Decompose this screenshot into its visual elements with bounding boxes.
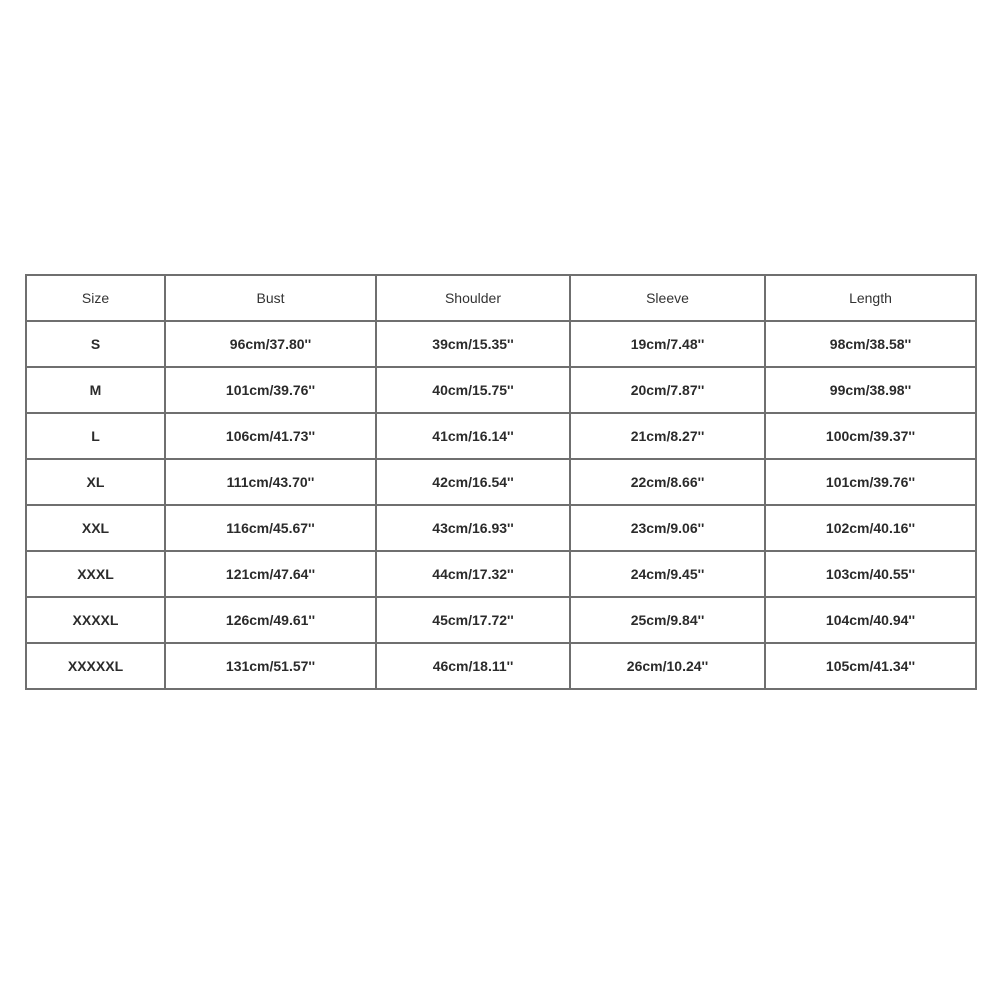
- header-shoulder: Shoulder: [376, 275, 570, 321]
- cell-size: XXL: [26, 505, 165, 551]
- cell-length: 100cm/39.37'': [765, 413, 976, 459]
- cell-shoulder: 46cm/18.11'': [376, 643, 570, 689]
- cell-shoulder: 39cm/15.35'': [376, 321, 570, 367]
- cell-size: XXXXL: [26, 597, 165, 643]
- cell-size: XL: [26, 459, 165, 505]
- cell-length: 101cm/39.76'': [765, 459, 976, 505]
- table-row: [26, 551, 976, 597]
- cell-shoulder: 44cm/17.32'': [376, 551, 570, 597]
- cell-shoulder: 43cm/16.93'': [376, 505, 570, 551]
- table-row: [26, 459, 976, 505]
- header-row: [26, 275, 976, 321]
- header-bust: Bust: [165, 275, 376, 321]
- cell-sleeve: 24cm/9.45'': [570, 551, 765, 597]
- cell-size: XXXXXL: [26, 643, 165, 689]
- cell-shoulder: 41cm/16.14'': [376, 413, 570, 459]
- cell-bust: 121cm/47.64'': [165, 551, 376, 597]
- cell-size: XXXL: [26, 551, 165, 597]
- cell-sleeve: 25cm/9.84'': [570, 597, 765, 643]
- cell-sleeve: 21cm/8.27'': [570, 413, 765, 459]
- cell-length: 98cm/38.58'': [765, 321, 976, 367]
- cell-size: M: [26, 367, 165, 413]
- size-chart-table: [25, 274, 977, 690]
- cell-shoulder: 40cm/15.75'': [376, 367, 570, 413]
- cell-sleeve: 23cm/9.06'': [570, 505, 765, 551]
- cell-length: 104cm/40.94'': [765, 597, 976, 643]
- cell-bust: 116cm/45.67'': [165, 505, 376, 551]
- cell-length: 99cm/38.98'': [765, 367, 976, 413]
- cell-shoulder: 42cm/16.54'': [376, 459, 570, 505]
- cell-bust: 101cm/39.76'': [165, 367, 376, 413]
- cell-size: S: [26, 321, 165, 367]
- cell-bust: 131cm/51.57'': [165, 643, 376, 689]
- table-row: [26, 367, 976, 413]
- cell-sleeve: 22cm/8.66'': [570, 459, 765, 505]
- table-row: [26, 413, 976, 459]
- cell-length: 103cm/40.55'': [765, 551, 976, 597]
- cell-bust: 106cm/41.73'': [165, 413, 376, 459]
- cell-shoulder: 45cm/17.72'': [376, 597, 570, 643]
- cell-bust: 111cm/43.70'': [165, 459, 376, 505]
- table-row: [26, 321, 976, 367]
- header-sleeve: Sleeve: [570, 275, 765, 321]
- cell-sleeve: 20cm/7.87'': [570, 367, 765, 413]
- cell-length: 102cm/40.16'': [765, 505, 976, 551]
- cell-bust: 126cm/49.61'': [165, 597, 376, 643]
- table-row: [26, 505, 976, 551]
- cell-sleeve: 19cm/7.48'': [570, 321, 765, 367]
- header-length: Length: [765, 275, 976, 321]
- cell-bust: 96cm/37.80'': [165, 321, 376, 367]
- header-size: Size: [26, 275, 165, 321]
- cell-sleeve: 26cm/10.24'': [570, 643, 765, 689]
- cell-size: L: [26, 413, 165, 459]
- cell-length: 105cm/41.34'': [765, 643, 976, 689]
- table-row: [26, 643, 976, 689]
- table-row: [26, 597, 976, 643]
